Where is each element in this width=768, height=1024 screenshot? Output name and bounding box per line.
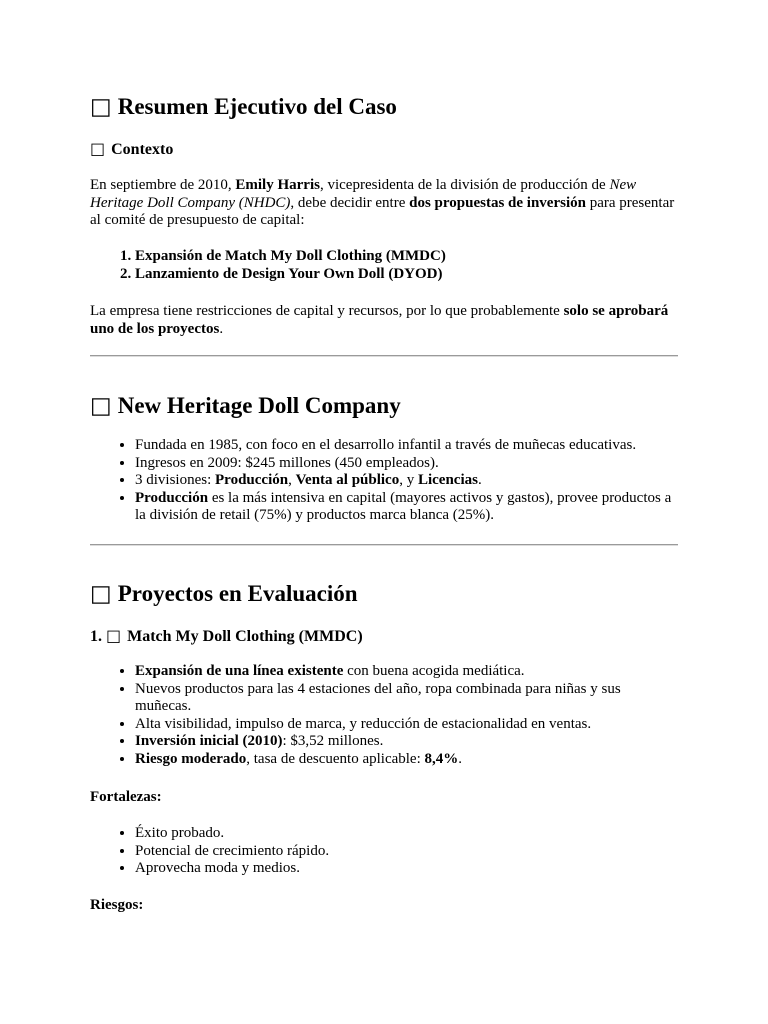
placeholder-icon: □	[90, 393, 112, 419]
company-name: New Heritage Doll Company (NHDC)	[90, 177, 637, 211]
placeholder-icon: □	[90, 581, 112, 607]
list-item: 1. Expansión de Match My Doll Clothing (MMDC)	[135, 248, 680, 266]
list-item: • Riesgo moderado, tasa de descuento aplicable: 8,4%.	[135, 751, 680, 769]
list-item: • Expansión de una línea existente con buena acogida mediática.	[135, 663, 680, 681]
placeholder-icon: □	[90, 94, 112, 120]
constraint-paragraph: La empresa tiene restricciones de capital y recursos, por lo que probablemente solo se aprobará uno de los proyectos.	[90, 303, 669, 337]
divider	[90, 544, 678, 546]
section-heading-nhdc: □ New Heritage Doll Company	[90, 393, 401, 419]
proposals-list	[90, 248, 680, 283]
intro-paragraph: En septiembre de 2010, Emily Harris, vicepresidenta de la división de producción de New Heritage Doll Company (NHDC), debe decidir entre dos propuestas de inversión para presentar al comité de presupuesto de capital:	[90, 177, 675, 228]
section-heading-proyectos: □ Proyectos en Evaluación	[90, 581, 358, 607]
placeholder-icon: □	[90, 139, 106, 158]
list-item: • Potencial de crecimiento rápido.	[135, 843, 680, 861]
subheading-mmdc: 1. □ Match My Doll Clothing (MMDC)	[90, 626, 363, 645]
person-name: Emily Harris	[235, 177, 320, 193]
placeholder-icon: □	[106, 626, 122, 645]
list-item: • Alta visibilidad, impulso de marca, y reducción de estacionalidad en ventas.	[135, 716, 680, 734]
company-facts-list	[90, 437, 680, 525]
mmdc-details-list	[90, 663, 680, 768]
subheading-contexto: □ Contexto	[90, 139, 174, 158]
list-item: • 3 divisiones: Producción, Venta al público, y Licencias.	[135, 472, 680, 490]
list-item: • Ingresos en 2009: $245 millones (450 empleados).	[135, 455, 680, 473]
risks-label: Riesgos:	[90, 897, 144, 913]
list-item: • Inversión inicial (2010): $3,52 millones.	[135, 733, 680, 751]
list-item: • Fundada en 1985, con foco en el desarrollo infantil a través de muñecas educativas.	[135, 437, 680, 455]
list-item: • Producción es la más intensiva en capital (mayores activos y gastos), provee productos a la división de retail (75%) y productos marca blanca (25%).	[135, 490, 680, 525]
list-item: • Aprovecha moda y medios.	[135, 860, 680, 878]
strengths-label: Fortalezas:	[90, 789, 162, 805]
list-item: 2. Lanzamiento de Design Your Own Doll (DYOD)	[135, 266, 680, 284]
divider	[90, 355, 678, 357]
list-item: • Nuevos productos para las 4 estaciones del año, ropa combinada para niñas y sus muñecas.	[135, 681, 680, 716]
list-item: • Éxito probado.	[135, 825, 680, 843]
strengths-list	[90, 825, 680, 878]
section-heading-resumen: □ Resumen Ejecutivo del Caso	[90, 94, 397, 120]
